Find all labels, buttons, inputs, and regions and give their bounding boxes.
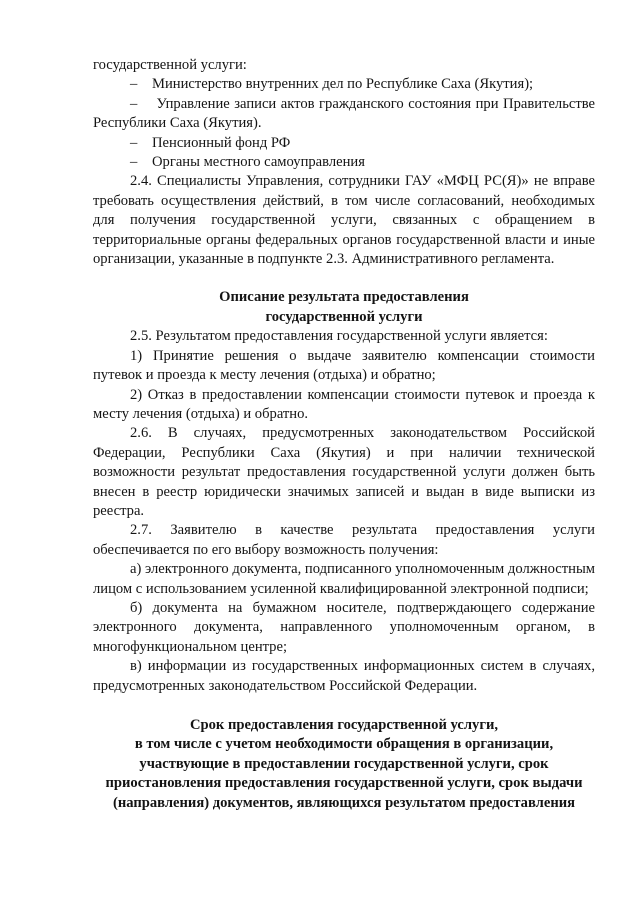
section-heading: Описание результата предоставления: [219, 289, 469, 306]
paragraph-2-7-a: а) электронного документа, подписанного уполномоченным должностным лицом с использованием усиленной квалифицированной электронной подписи;: [93, 561, 595, 597]
section-heading: (направления) документов, являющихся результатом предоставления: [112, 794, 576, 811]
paragraph-2-7-c: в) информации из государственных информационных систем в случаях, предусмотренных законодательством Российской Федерации.: [93, 658, 595, 694]
page-content: [93, 56, 595, 813]
paragraph-2-6: 2.6. В случаях, предусмотренных законодательством Российской Федерации, Республики Саха (Якутия) и при наличии технической возможности результат предоставления государственной услуги должен быть внесен в реестр юридически значимых записей и выдан в виде выписки из реестра.: [93, 425, 595, 519]
paragraph-2-5: 2.5. Результатом предоставления государственной услуги является:: [130, 328, 548, 345]
list-item: [93, 95, 595, 134]
dash-marker: –: [130, 154, 138, 171]
section-heading: участвующие в предоставлении государственной услуги, срок: [139, 755, 549, 772]
paragraph-2-7-b: б) документа на бумажном носителе, подтверждающего содержание электронного документа, направленного уполномоченным органом, в многофункциональном центре;: [93, 599, 595, 655]
paragraph-2-4: 2.4. Специалисты Управления, сотрудники ГАУ «МФЦ РС(Я)» не вправе требовать осуществления действий, в том числе согласований, необходимых для получения государственной услуги, связанных с обращением в территориальные органы федеральных органов государственной власти и иные организации, указанные в подпункте 2.3. Административного регламента.: [93, 173, 595, 268]
section-heading: в том числе с учетом необходимости обращения в организации,: [134, 736, 554, 753]
list-item-text: Органы местного самоуправления: [152, 154, 365, 171]
list-item-text: Управление записи актов гражданского состояния при Правительстве Республики Саха (Якутия).: [93, 95, 595, 132]
paragraph-2-7: 2.7. Заявителю в качестве результата предоставления услуги обеспечивается по его выбору возможность получения:: [93, 522, 595, 558]
paragraph-2-5-2: 2) Отказ в предоставлении компенсации стоимости путевок и проезда к месту лечения (отдыха) и обратно.: [93, 386, 595, 422]
dash-marker: –: [130, 76, 138, 93]
list-item-text: Министерство внутренних дел по Республике Саха (Якутия);: [152, 76, 534, 93]
section-heading: государственной услуги: [265, 308, 423, 325]
dash-marker: –: [130, 95, 138, 112]
section-heading: Срок предоставления государственной услуги,: [189, 717, 499, 733]
list-item: [93, 134, 595, 153]
dash-marker: –: [130, 134, 138, 151]
list-item: [93, 75, 595, 94]
section-heading: приостановления предоставления государственной услуги, срок выдачи: [105, 775, 583, 792]
list-item: [93, 153, 595, 172]
paragraph-2-5-1: 1) Принятие решения о выдаче заявителю компенсации стоимости путевок и проезда к месту лечения (отдыха) и обратно;: [93, 347, 595, 384]
list-item-text: Пенсионный фонд РФ: [152, 134, 291, 151]
continuation-line: государственной услуги:: [93, 57, 247, 73]
